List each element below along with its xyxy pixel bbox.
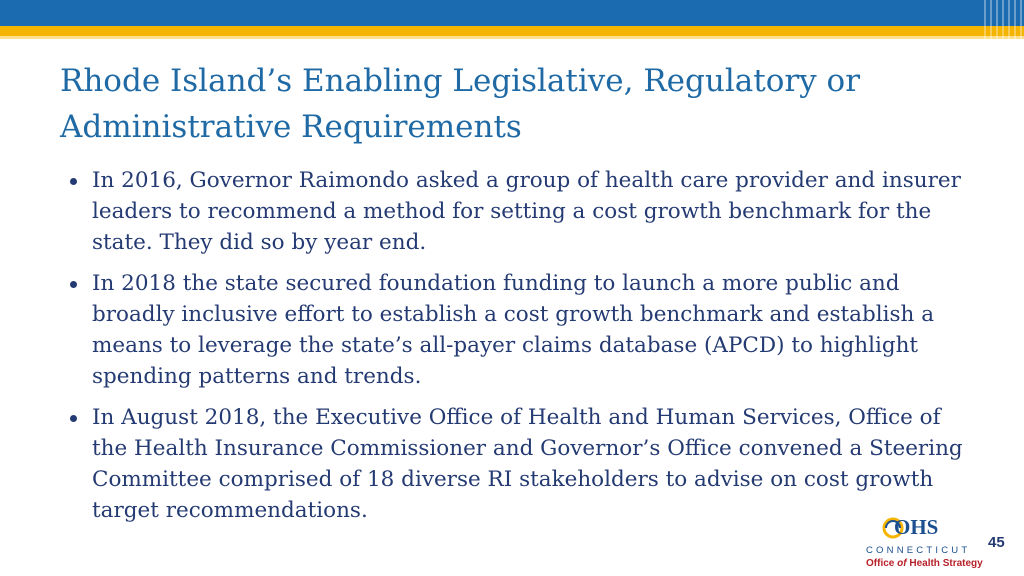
bullet-item <box>70 165 970 258</box>
bullet-dot-icon <box>70 415 77 422</box>
slide-title: Rhode Island’s Enabling Legislative, Regulatory or Administrative Requirements <box>60 63 861 145</box>
logo-office-of: of <box>897 558 907 569</box>
logo-ohs-text: OHS <box>894 515 939 539</box>
bullet-dot-icon <box>70 178 77 185</box>
logo-office-pre: Office <box>866 558 898 569</box>
logo-state-text: CONNECTICUT <box>866 545 971 556</box>
bullet-item <box>70 402 970 526</box>
bullet-text: In 2018 the state secured foundation funding to launch a more public and broadly inclusive effort to establish a cost growth benchmark and establish a means to leverage the state’s all-payer claims database (APCD) to highlight spending patterns and trends. <box>92 271 935 389</box>
bullet-list <box>70 165 970 536</box>
bullet-text: In 2016, Governor Raimondo asked a group of health care provider and insurer leaders to recommend a method for setting a cost growth benchmark for the state. They did so by year end. <box>92 168 961 255</box>
bullet-text: In August 2018, the Executive Office of Health and Human Services, Office of the Health Insurance Commissioner and Governor’s Office convened a Steering Committee comprised of 18 diverse RI stakeholders to advise on cost growth target recommendations. <box>92 405 963 523</box>
bullet-item <box>70 268 970 392</box>
header-banner-gold <box>0 26 1024 36</box>
header-edge-lines <box>984 0 1024 40</box>
ohs-logo <box>866 515 984 571</box>
header-banner-gold-lite <box>0 36 1024 39</box>
bullet-dot-icon <box>70 281 77 288</box>
slide-number: 45 <box>988 534 1005 551</box>
logo-office-post: Health Strategy <box>906 558 983 569</box>
header-banner-blue <box>0 0 1024 26</box>
logo-office-text <box>866 558 983 569</box>
